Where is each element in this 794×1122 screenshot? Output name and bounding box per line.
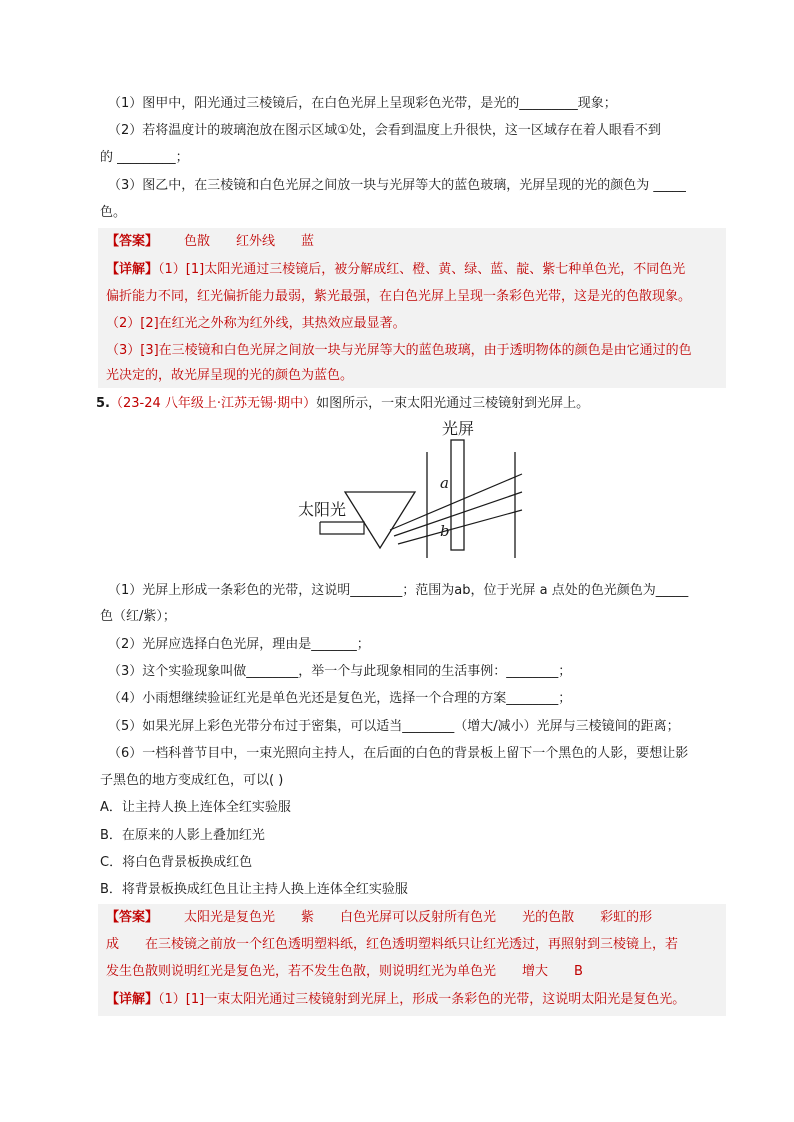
point-b-label: b — [440, 522, 450, 540]
q5-part1-line1: （1）光屏上形成一条彩色的光带，这说明________；范围为ab，位于光屏 a 点处的色光颜色为_____ — [108, 583, 689, 598]
answer-item: 增大 — [522, 964, 549, 979]
q5-answer-line3 — [106, 962, 722, 982]
screen-rect — [451, 440, 464, 550]
ray-middle — [394, 492, 522, 536]
q4-detail-line3: （2）[2]在红光之外称为红外线，其热效应最显著。 — [106, 316, 406, 331]
detail-text: （1）[1]一束太阳光通过三棱镜射到光屏上，形成一条彩色的光带，这说明太阳光是复色光。 — [158, 992, 686, 1007]
point-a-label: a — [440, 474, 449, 492]
q5-answer-line1 — [106, 908, 722, 928]
question-number: 5. — [96, 396, 110, 411]
answer-item: B — [574, 964, 583, 979]
q5-stem — [96, 394, 726, 414]
ray-upper — [390, 474, 522, 530]
q4-detail-line4: （3）[3]在三棱镜和白色光屏之间放一块与光屏等大的蓝色玻璃，由于透明物体的颜色是由它通过的色 — [106, 343, 692, 358]
q5-part1-line2: 色（红/紫）； — [100, 609, 176, 624]
sun-beam — [320, 522, 364, 534]
q4-detail-line2: 偏折能力不同，红光偏折能力最弱，紫光最强，在白色光屏上呈现一条彩色光带，这是光的色散现象。 — [106, 289, 692, 304]
answer-item: 红外线 — [236, 234, 276, 249]
ray-lower — [398, 510, 522, 544]
detail-text: （1）[1]太阳光通过三棱镜后，被分解成红、橙、黄、绿、蓝、靛、紫七种单色光，不同色光 — [158, 262, 686, 277]
q5-option-b: B．在原来的人影上叠加红光 — [100, 828, 265, 843]
q4-part3-line1: （3）图乙中，在三棱镜和白色光屏之间放一块与光屏等大的蓝色玻璃，光屏呈现的光的颜色为 _____ — [108, 178, 686, 193]
answer-item: 色散 — [184, 234, 211, 249]
q4-part1: （1）图甲中，阳光通过三棱镜后，在白色光屏上呈现彩色光带，是光的_________现象； — [108, 96, 617, 111]
q5-part6-line1: （6）一档科普节目中，一束光照向主持人，在后面的白色的背景板上留下一个黑色的人影，要想让影 — [108, 746, 689, 761]
q5-option-a: A．让主持人换上连体全红实验服 — [100, 800, 291, 815]
answer-item: 彩虹的形 — [600, 910, 653, 925]
answer-item: 成 — [106, 937, 120, 952]
q4-detail-line1 — [106, 260, 722, 280]
q5-option-c: C．将白色背景板换成红色 — [100, 855, 253, 870]
q4-answer-line — [106, 232, 722, 252]
q5-answer-line2 — [106, 935, 722, 955]
answer-item: 在三棱镜之前放一个红色透明塑料纸，红色透明塑料纸只让红光透过，再照射到三棱镜上，若 — [145, 937, 679, 952]
q4-part2-line1: （2）若将温度计的玻璃泡放在图示区域①处，会看到温度上升很快，这一区域存在着人眼看不到 — [108, 123, 661, 138]
answer-item: 太阳光是复色光 — [184, 910, 276, 925]
answer-item: 蓝 — [301, 234, 315, 249]
q4-answer-box — [98, 228, 726, 388]
answer-item: 发生色散则说明红光是复色光，若不发生色散，则说明红光为单色光 — [106, 964, 497, 979]
answer-label: 【答案】 — [106, 910, 159, 925]
q5-option-d: B．将背景板换成红色且让主持人换上连体全红实验服 — [100, 882, 408, 897]
answer-item: 紫 — [301, 910, 315, 925]
answer-item: 白色光屏可以反射所有色光 — [340, 910, 497, 925]
screen-label: 光屏 — [442, 419, 475, 438]
q5-answer-box — [98, 904, 726, 1016]
q5-part4: （4）小雨想继续验证红光是单色光还是复色光，选择一个合理的方案________； — [108, 691, 572, 706]
q5-part2: （2）光屏应选择白色光屏，理由是_______； — [108, 637, 370, 652]
question-source: （23-24 八年级上·江苏无锡·期中） — [109, 396, 317, 411]
q5-part6-line2: 子黑色的地方变成红色，可以( ) — [100, 773, 284, 788]
q5-part5: （5）如果光屏上彩色光带分布过于密集，可以适当________（增大/减小）光屏与三棱镜间的距离； — [108, 719, 680, 734]
q5-part3: （3）这个实验现象叫做________，举一个与此现象相同的生活事例：________； — [108, 664, 572, 679]
q4-detail-line5: 光决定的，故光屏呈现的光的颜色为蓝色。 — [106, 368, 354, 383]
q5-detail-line1 — [106, 990, 722, 1010]
prism-diagram — [290, 418, 530, 558]
prism-triangle — [345, 492, 415, 548]
detail-label: 【详解】 — [106, 992, 159, 1007]
detail-label: 【详解】 — [106, 262, 159, 277]
sun-label: 太阳光 — [298, 500, 347, 519]
question-stem: 如图所示，一束太阳光通过三棱镜射到光屏上。 — [316, 396, 590, 411]
q4-part2-line2: 的 _________； — [100, 150, 189, 165]
answer-label: 【答案】 — [106, 234, 159, 249]
answer-item: 光的色散 — [522, 910, 575, 925]
q4-part3-line2: 色。 — [100, 205, 127, 220]
